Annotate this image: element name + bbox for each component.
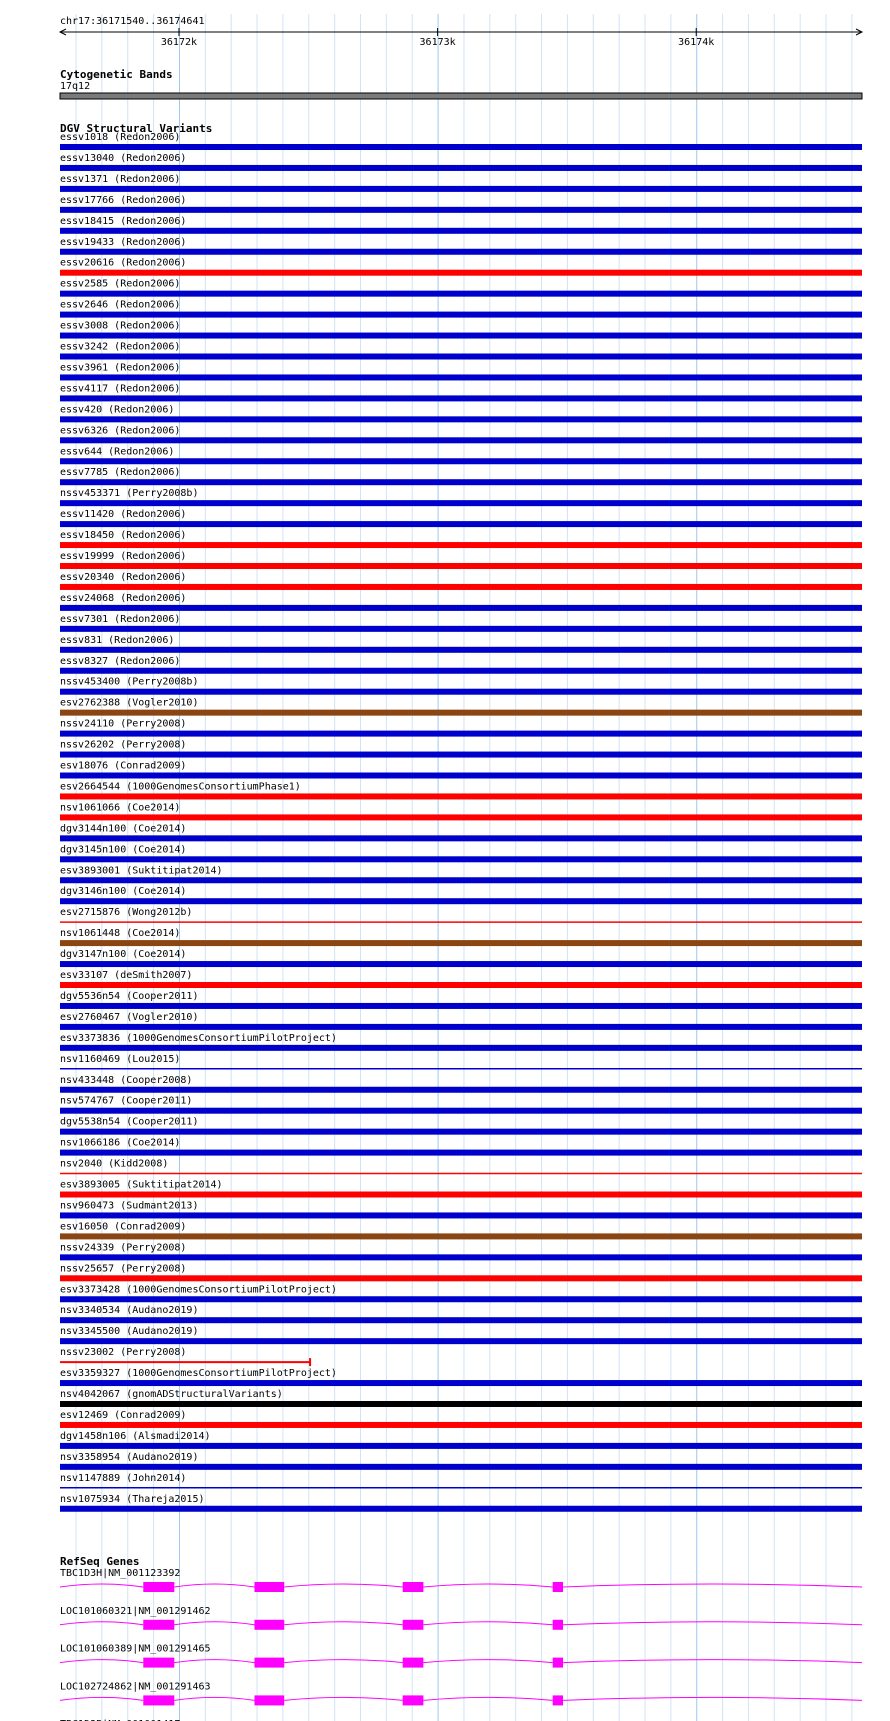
dgv-feature[interactable] bbox=[60, 1075, 862, 1093]
dgv-feature-bar[interactable] bbox=[60, 752, 862, 758]
dgv-feature-label: dgv3147n100 (Coe2014) bbox=[60, 949, 187, 961]
dgv-feature-bar[interactable] bbox=[60, 877, 862, 883]
dgv-feature-label: esv2715876 (Wong2012b) bbox=[60, 907, 193, 919]
dgv-feature[interactable] bbox=[60, 865, 862, 883]
dgv-feature-label: essv11420 (Redon2006) bbox=[60, 509, 187, 521]
dgv-feature[interactable] bbox=[60, 1117, 862, 1135]
dgv-feature-bar[interactable] bbox=[60, 186, 862, 192]
dgv-feature[interactable] bbox=[60, 635, 862, 653]
dgv-feature[interactable] bbox=[60, 802, 862, 820]
dgv-feature-bar[interactable] bbox=[60, 1233, 862, 1239]
refseq-intron-line bbox=[60, 1622, 862, 1625]
dgv-feature-bar[interactable] bbox=[60, 144, 862, 150]
dgv-feature-label: nssv24339 (Perry2008) bbox=[60, 1242, 187, 1254]
dgv-feature-bar[interactable] bbox=[60, 1296, 862, 1302]
dgv-feature-bar[interactable] bbox=[60, 521, 862, 527]
refseq-exon[interactable] bbox=[143, 1582, 174, 1592]
dgv-feature[interactable] bbox=[60, 1368, 862, 1386]
dgv-feature-label: nsv1066186 (Coe2014) bbox=[60, 1137, 181, 1149]
dgv-feature-label: essv20340 (Redon2006) bbox=[60, 571, 187, 583]
dgv-feature[interactable] bbox=[60, 1494, 862, 1512]
dgv-feature[interactable] bbox=[60, 698, 862, 716]
dgv-feature-label: essv6326 (Redon2006) bbox=[60, 425, 181, 437]
ruler-tick-label: 36174k bbox=[678, 37, 715, 48]
dgv-feature-bar[interactable] bbox=[60, 1087, 862, 1093]
dgv-feature[interactable] bbox=[60, 153, 862, 171]
refseq-gene[interactable] bbox=[60, 1606, 862, 1630]
dgv-feature-label: dgv5538n54 (Cooper2011) bbox=[60, 1116, 199, 1128]
refseq-exon[interactable] bbox=[553, 1620, 563, 1630]
dgv-structural-variants-track bbox=[60, 122, 862, 1512]
cyto-band-bar[interactable] bbox=[60, 93, 862, 99]
dgv-feature[interactable] bbox=[60, 488, 862, 506]
dgv-feature[interactable] bbox=[60, 1263, 862, 1281]
dgv-feature[interactable] bbox=[60, 174, 862, 192]
dgv-feature-bar[interactable] bbox=[60, 542, 862, 548]
dgv-feature-bar[interactable] bbox=[60, 291, 862, 297]
dgv-feature[interactable] bbox=[60, 1054, 862, 1069]
dgv-feature-label: esv2664544 (1000GenomesConsortiumPhase1) bbox=[60, 781, 301, 793]
dgv-feature-bar[interactable] bbox=[60, 1108, 862, 1114]
dgv-feature-label: esv3893001 (Suktitipat2014) bbox=[60, 865, 223, 877]
dgv-feature-bar[interactable] bbox=[60, 1150, 862, 1156]
dgv-feature[interactable] bbox=[60, 1431, 862, 1449]
refseq-exon[interactable] bbox=[403, 1620, 424, 1630]
dgv-feature-label: nsv4042067 (gnomADStructuralVariants) bbox=[60, 1389, 283, 1400]
dgv-feature-bar[interactable] bbox=[60, 1506, 862, 1512]
dgv-feature-bar[interactable] bbox=[60, 1275, 862, 1281]
dgv-feature[interactable] bbox=[60, 404, 862, 422]
dgv-feature-label: nsv960473 (Sudmant2013) bbox=[60, 1200, 199, 1212]
dgv-feature[interactable] bbox=[60, 823, 862, 841]
dgv-feature-bar[interactable] bbox=[60, 1443, 862, 1449]
dgv-feature-bar[interactable] bbox=[60, 395, 862, 401]
dgv-feature[interactable] bbox=[60, 383, 862, 401]
dgv-feature-label: essv7301 (Redon2006) bbox=[60, 613, 181, 625]
dgv-feature[interactable] bbox=[60, 781, 862, 799]
dgv-feature-label: essv644 (Redon2006) bbox=[60, 446, 175, 458]
dgv-feature[interactable] bbox=[60, 551, 862, 569]
dgv-feature-bar[interactable] bbox=[60, 479, 862, 485]
refseq-intron-line bbox=[60, 1697, 862, 1700]
dgv-feature-label: nsv2040 (Kidd2008) bbox=[60, 1158, 169, 1170]
refseq-exon[interactable] bbox=[403, 1658, 424, 1668]
dgv-feature-label: essv18415 (Redon2006) bbox=[60, 215, 187, 227]
dgv-feature-bar[interactable] bbox=[60, 835, 862, 841]
cyto-track-title: Cytogenetic Bands bbox=[60, 68, 173, 81]
dgv-feature-label: dgv3144n100 (Coe2014) bbox=[60, 823, 187, 835]
region-label: chr17:36171540..36174641 bbox=[60, 16, 205, 27]
refseq-exon[interactable] bbox=[553, 1582, 563, 1592]
dgv-feature-label: nssv24110 (Perry2008) bbox=[60, 718, 187, 730]
dgv-feature-label: esv3893005 (Suktitipat2014) bbox=[60, 1179, 223, 1191]
dgv-feature-label: dgv5536n54 (Cooper2011) bbox=[60, 990, 199, 1002]
refseq-gene[interactable] bbox=[60, 1568, 862, 1592]
ruler-tick-label: 36173k bbox=[419, 37, 456, 48]
dgv-feature-bar[interactable] bbox=[60, 626, 862, 632]
dgv-feature-bar[interactable] bbox=[60, 1422, 862, 1428]
dgv-feature[interactable] bbox=[60, 719, 862, 737]
dgv-feature-label: esv12469 (Conrad2009) bbox=[60, 1409, 187, 1421]
dgv-feature-bar[interactable] bbox=[60, 416, 862, 422]
cyto-band-label: 17q12 bbox=[60, 81, 91, 92]
dgv-feature[interactable] bbox=[60, 132, 862, 150]
dgv-feature[interactable] bbox=[60, 446, 862, 464]
dgv-feature-bar[interactable] bbox=[60, 563, 862, 569]
refseq-exon[interactable] bbox=[254, 1658, 284, 1668]
dgv-feature[interactable] bbox=[60, 740, 862, 758]
dgv-feature-bar[interactable] bbox=[60, 500, 862, 506]
dgv-feature[interactable] bbox=[60, 761, 862, 779]
dgv-feature-label: nssv23002 (Perry2008) bbox=[60, 1347, 187, 1359]
dgv-feature[interactable] bbox=[60, 844, 862, 862]
dgv-feature-label: essv19999 (Redon2006) bbox=[60, 551, 187, 562]
dgv-feature[interactable] bbox=[60, 677, 862, 695]
dgv-feature-label: nsv574767 (Cooper2011) bbox=[60, 1095, 193, 1107]
dgv-feature[interactable] bbox=[60, 195, 862, 213]
dgv-feature[interactable] bbox=[60, 467, 862, 485]
dgv-feature-bar[interactable] bbox=[60, 458, 862, 464]
refseq-gene-label: LOC102724862|NM_001291463 bbox=[60, 1681, 211, 1693]
dgv-feature[interactable] bbox=[60, 237, 862, 255]
dgv-feature[interactable] bbox=[60, 342, 862, 360]
refseq-gene[interactable] bbox=[60, 1681, 862, 1705]
dgv-feature-bar[interactable] bbox=[60, 898, 862, 904]
dgv-feature[interactable] bbox=[60, 279, 862, 297]
dgv-feature-label: nssv453371 (Perry2008b) bbox=[60, 488, 199, 500]
ruler-tick-label: 36172k bbox=[160, 37, 198, 48]
dgv-feature-bar[interactable] bbox=[60, 1003, 862, 1009]
dgv-feature[interactable] bbox=[60, 258, 862, 276]
dgv-feature[interactable] bbox=[60, 509, 862, 527]
dgv-feature-bar[interactable] bbox=[60, 1401, 862, 1407]
refseq-exon[interactable] bbox=[143, 1620, 174, 1630]
refseq-exon[interactable] bbox=[553, 1695, 563, 1705]
refseq-exon[interactable] bbox=[143, 1695, 174, 1705]
dgv-feature-label: esv3373428 (1000GenomesConsortiumPilotProject) bbox=[60, 1284, 337, 1296]
dgv-feature-label: nssv453400 (Perry2008b) bbox=[60, 676, 199, 688]
dgv-feature[interactable] bbox=[60, 593, 862, 611]
dgv-feature[interactable] bbox=[60, 321, 862, 339]
dgv-feature[interactable] bbox=[60, 1473, 862, 1488]
dgv-feature-label: dgv1458n106 (Alsmadi2014) bbox=[60, 1430, 211, 1442]
dgv-feature[interactable] bbox=[60, 656, 862, 674]
refseq-exon[interactable] bbox=[254, 1620, 284, 1630]
dgv-feature-label: essv3242 (Redon2006) bbox=[60, 341, 181, 353]
coordinate-ruler[interactable] bbox=[60, 16, 862, 48]
refseq-track-title: RefSeq Genes bbox=[60, 1555, 140, 1568]
dgv-feature[interactable] bbox=[60, 991, 862, 1009]
refseq-gene[interactable] bbox=[60, 1644, 862, 1668]
dgv-feature-label: essv4117 (Redon2006) bbox=[60, 383, 181, 395]
dgv-feature[interactable] bbox=[60, 970, 862, 988]
dgv-feature-label: essv3008 (Redon2006) bbox=[60, 320, 181, 332]
dgv-feature[interactable] bbox=[60, 1389, 862, 1407]
dgv-feature-bar[interactable] bbox=[60, 249, 862, 255]
dgv-feature-label: dgv3145n100 (Coe2014) bbox=[60, 844, 187, 856]
refseq-exon[interactable] bbox=[403, 1582, 424, 1592]
dgv-feature-label: esv2762388 (Vogler2010) bbox=[60, 697, 199, 709]
dgv-feature[interactable] bbox=[60, 1096, 862, 1114]
dgv-feature-label: essv2585 (Redon2006) bbox=[60, 278, 181, 290]
dgv-feature[interactable] bbox=[60, 530, 862, 548]
dgv-feature-bar[interactable] bbox=[60, 207, 862, 213]
dgv-feature-bar[interactable] bbox=[60, 1317, 862, 1323]
dgv-feature[interactable] bbox=[60, 1347, 310, 1366]
dgv-feature[interactable] bbox=[60, 1012, 862, 1030]
dgv-feature-bar[interactable] bbox=[60, 228, 862, 234]
dgv-feature-label: esv3359327 (1000GenomesConsortiumPilotProject) bbox=[60, 1368, 337, 1380]
dgv-feature-label: esv2760467 (Vogler2010) bbox=[60, 1011, 199, 1023]
dgv-feature-bar[interactable] bbox=[60, 1129, 862, 1135]
dgv-feature-bar[interactable] bbox=[60, 312, 862, 318]
dgv-feature-label: esv18076 (Conrad2009) bbox=[60, 760, 187, 772]
dgv-feature[interactable] bbox=[60, 907, 862, 922]
dgv-feature-bar[interactable] bbox=[60, 814, 862, 820]
dgv-feature-bar[interactable] bbox=[60, 1024, 862, 1030]
dgv-feature-bar[interactable] bbox=[60, 270, 862, 276]
refseq-gene-label: TBC1D3H|NM_001123392 bbox=[60, 1568, 181, 1579]
refseq-gene-label: LOC101060389|NM_001291465 bbox=[60, 1643, 211, 1655]
dgv-feature-bar[interactable] bbox=[60, 940, 862, 946]
refseq-exon[interactable] bbox=[403, 1695, 424, 1705]
dgv-feature-label: essv7785 (Redon2006) bbox=[60, 467, 181, 479]
refseq-exon[interactable] bbox=[553, 1658, 563, 1668]
dgv-feature-bar[interactable] bbox=[60, 1045, 862, 1051]
dgv-feature[interactable] bbox=[60, 1159, 862, 1174]
dgv-feature-label: nssv25657 (Perry2008) bbox=[60, 1263, 187, 1275]
dgv-feature[interactable] bbox=[60, 362, 862, 380]
refseq-intron-line bbox=[60, 1660, 862, 1663]
dgv-feature-bar[interactable] bbox=[60, 647, 862, 653]
dgv-feature-bar[interactable] bbox=[60, 1464, 862, 1470]
dgv-feature-bar[interactable] bbox=[60, 1212, 862, 1218]
dgv-feature-bar[interactable] bbox=[60, 1192, 862, 1198]
dgv-feature-label: esv3373836 (1000GenomesConsortiumPilotProject) bbox=[60, 1032, 337, 1044]
dgv-feature-label: essv19433 (Redon2006) bbox=[60, 236, 187, 248]
dgv-feature[interactable] bbox=[60, 928, 862, 946]
dgv-feature-bar[interactable] bbox=[60, 333, 862, 339]
dgv-feature-label: essv17766 (Redon2006) bbox=[60, 194, 187, 206]
dgv-feature-label: dgv3146n100 (Coe2014) bbox=[60, 886, 187, 898]
dgv-feature-bar[interactable] bbox=[60, 437, 862, 443]
dgv-feature-label: essv13040 (Redon2006) bbox=[60, 152, 187, 164]
dgv-feature[interactable] bbox=[60, 614, 862, 632]
dgv-feature-bar[interactable] bbox=[60, 856, 862, 862]
dgv-feature-label: essv420 (Redon2006) bbox=[60, 404, 175, 416]
dgv-feature-bar[interactable] bbox=[60, 1254, 862, 1260]
dgv-feature-bar[interactable] bbox=[60, 689, 862, 695]
dgv-feature-label: essv1371 (Redon2006) bbox=[60, 173, 181, 185]
dgv-feature-bar[interactable] bbox=[60, 793, 862, 799]
dgv-feature-bar[interactable] bbox=[60, 982, 862, 988]
dgv-feature-label: essv8327 (Redon2006) bbox=[60, 655, 181, 667]
dgv-feature[interactable] bbox=[60, 1452, 862, 1470]
dgv-feature-label: nsv3345500 (Audano2019) bbox=[60, 1326, 199, 1338]
dgv-track-title: DGV Structural Variants bbox=[60, 122, 213, 135]
dgv-feature-label: essv1018 (Redon2006) bbox=[60, 132, 181, 143]
dgv-feature-bar[interactable] bbox=[60, 1338, 862, 1344]
dgv-feature-bar[interactable] bbox=[60, 605, 862, 611]
dgv-feature-label: nsv1075934 (Thareja2015) bbox=[60, 1493, 205, 1505]
dgv-feature[interactable] bbox=[60, 949, 862, 967]
dgv-feature-label: nsv1160469 (Lou2015) bbox=[60, 1053, 181, 1065]
dgv-feature[interactable] bbox=[60, 300, 862, 318]
dgv-feature[interactable] bbox=[60, 425, 862, 443]
dgv-feature[interactable] bbox=[60, 1326, 862, 1344]
dgv-feature[interactable] bbox=[60, 1221, 862, 1239]
dgv-feature-bar[interactable] bbox=[60, 731, 862, 737]
dgv-feature-bar[interactable] bbox=[60, 668, 862, 674]
dgv-feature-bar[interactable] bbox=[60, 584, 862, 590]
dgv-feature-label: nsv1061066 (Coe2014) bbox=[60, 802, 181, 814]
dgv-feature-bar[interactable] bbox=[60, 374, 862, 380]
dgv-feature-bar[interactable] bbox=[60, 165, 862, 171]
dgv-feature-label: nsv3340534 (Audano2019) bbox=[60, 1305, 199, 1317]
cytogenetic-bands-track bbox=[60, 68, 862, 99]
dgv-feature[interactable] bbox=[60, 1033, 862, 1051]
dgv-feature[interactable] bbox=[60, 1410, 862, 1428]
dgv-feature-label: esv16050 (Conrad2009) bbox=[60, 1221, 187, 1233]
dgv-feature[interactable] bbox=[60, 572, 862, 590]
dgv-feature-bar[interactable] bbox=[60, 773, 862, 779]
dgv-feature-label: nssv26202 (Perry2008) bbox=[60, 739, 187, 751]
dgv-feature[interactable] bbox=[60, 1138, 862, 1156]
dgv-feature-bar[interactable] bbox=[60, 961, 862, 967]
refseq-exon[interactable] bbox=[254, 1695, 284, 1705]
dgv-feature[interactable] bbox=[60, 1284, 862, 1302]
dgv-feature-label: nsv1147889 (John2014) bbox=[60, 1472, 187, 1484]
dgv-feature-label: essv20616 (Redon2006) bbox=[60, 257, 187, 269]
dgv-feature[interactable] bbox=[60, 1305, 862, 1323]
refseq-intron-line bbox=[60, 1584, 862, 1587]
dgv-feature[interactable] bbox=[60, 1200, 862, 1218]
dgv-feature-label: essv3961 (Redon2006) bbox=[60, 362, 181, 374]
dgv-feature[interactable] bbox=[60, 216, 862, 234]
dgv-feature-label: essv2646 (Redon2006) bbox=[60, 299, 181, 311]
dgv-feature-label: nsv433448 (Cooper2008) bbox=[60, 1074, 193, 1086]
dgv-feature-label: nsv3358954 (Audano2019) bbox=[60, 1451, 199, 1463]
dgv-feature-bar[interactable] bbox=[60, 710, 862, 716]
refseq-exon[interactable] bbox=[143, 1658, 174, 1668]
dgv-feature-label: essv831 (Redon2006) bbox=[60, 634, 175, 646]
dgv-feature-label: essv18450 (Redon2006) bbox=[60, 530, 187, 542]
dgv-feature-label: nsv1061448 (Coe2014) bbox=[60, 928, 181, 940]
dgv-feature-label: essv24068 (Redon2006) bbox=[60, 592, 187, 604]
refseq-genes-track bbox=[60, 1555, 862, 1721]
refseq-exon[interactable] bbox=[254, 1582, 284, 1592]
dgv-feature-bar[interactable] bbox=[60, 1380, 862, 1386]
refseq-gene-label: LOC101060321|NM_001291462 bbox=[60, 1605, 211, 1617]
dgv-feature[interactable] bbox=[60, 1242, 862, 1260]
dgv-feature-bar[interactable] bbox=[60, 354, 862, 360]
dgv-feature[interactable] bbox=[60, 886, 862, 904]
dgv-feature[interactable] bbox=[60, 1180, 862, 1198]
dgv-feature-label: esv33107 (deSmith2007) bbox=[60, 970, 193, 981]
